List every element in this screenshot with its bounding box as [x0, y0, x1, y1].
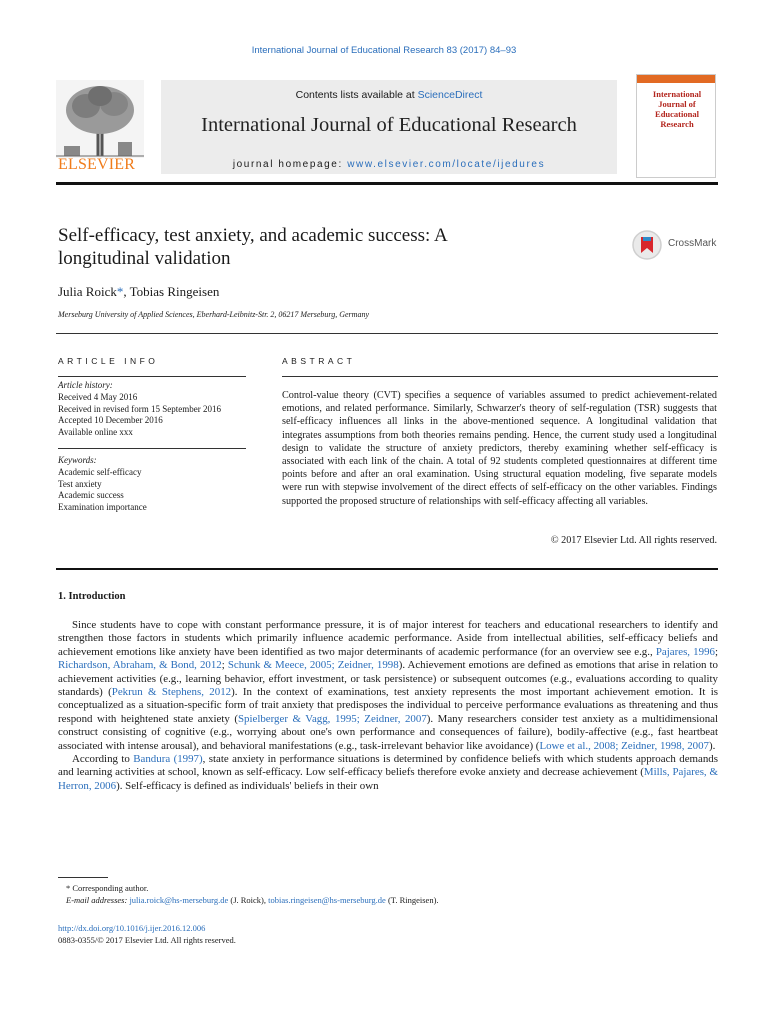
cover-title: International Journal of Educational Research [652, 89, 702, 129]
keyword-item: Test anxiety [58, 478, 102, 489]
keyword-item: Academic success [58, 490, 124, 501]
citation-link[interactable]: Richardson, Abraham, & Bond, 2012 [58, 659, 222, 672]
text-run: , state anxiety in performance situations is determined by confidence beliefs with which students approach demands and learning activities at school, known as self-efficacy. Low self-efficacy beliefs therefore evoke anxiety and decrease achievement ( [58, 753, 718, 779]
doi-block [58, 923, 236, 946]
text-run: ). In the context of examinations, test anxiety represents the most important achievement emotion. It is conceptualized as a situation-specific form of trait anxiety that predisposes the individual to perceive performance evaluations as threatening and thus respond with heightened state anxiety ( [58, 686, 719, 725]
abstract-text: Control-value theory (CVT) specifies a sequence of variables assumed to predict achievement-related emotions, and related performance. Similarly, Schwarzer's theory of self-regulation (TSR) suggests that self-efficacy influences all links in the above-mentioned sequence. A longitudinal validation that integrates assumptions from both theories remains pending. Hence, the current study used a longitudinal design to validate the structure of anxiety predictors, thereby examining whether self-efficacy is associated with each link of the chain. A total of 92 students completed questionnaires at different time points before and after an oral examination. Using structural equation modeling, five separate models were run with stepwise involvement of the direct effects of self-efficacy on the other variables. Findings supported the proposed structure of relationships with self-efficacy affecting all variables. [282, 390, 717, 507]
author-separator: , [123, 284, 130, 299]
text-run: ). Achievement emotions are defined as emotions that arise in relation to achievement activities (e.g., learning behavior, effort investment, or task persistence) or subsequent outcomes (e.g., evaluations according to quality standards) ( [58, 659, 718, 699]
email-owner: (T. Ringeisen). [385, 894, 439, 905]
text-run: ; [221, 659, 228, 672]
citation-link[interactable]: Lowe et al., 2008; Zeidner, 1998, 2007 [539, 739, 709, 752]
cover-band [637, 75, 715, 83]
article-info-heading: ARTICLE INFO [58, 356, 159, 366]
contents-prefix: Contents lists available at [295, 89, 418, 101]
corresponding-author-marker[interactable]: * [116, 284, 124, 299]
history-item: Received in revised form 15 September 2016 [58, 403, 221, 414]
issn-line: 0883-0355/© 2017 Elsevier Ltd. All rights reserved. [58, 934, 236, 945]
footnotes [58, 883, 718, 906]
citation-link[interactable]: Bandura (1997) [133, 753, 203, 766]
author-name: Tobias Ringeisen [129, 284, 220, 299]
homepage-prefix: journal homepage: [232, 159, 348, 170]
paragraph [58, 753, 718, 793]
keyword-item: Academic self-efficacy [58, 466, 142, 477]
crossmark-icon [632, 230, 662, 260]
article-title-line1: Self-efficacy, test anxiety, and academic success: A [58, 225, 448, 246]
text-run: Since students have to cope with constant performance pressure, it is of major interest for teachers and educational researchers to identify and strengthen those factors in students which primarily influence academic performance. Aside from intellectual abilities, self-efficacy beliefs and achievement emotions like anxiety have been identified as two major determinants of academic performance (for an overview see e.g., [58, 619, 718, 658]
history-item: Available online xxx [58, 427, 133, 438]
email-owner: (J. Roick), [228, 894, 269, 905]
divider [56, 333, 718, 334]
author-affiliation: Merseburg University of Applied Sciences, Eberhard-Leibnitz-Str. 2, 06217 Merseburg, Germany [58, 310, 369, 319]
header-rule [56, 182, 718, 185]
history-label: Article history: [58, 380, 113, 390]
masthead [56, 72, 718, 182]
journal-title: International Journal of Educational Research [201, 114, 577, 136]
email-note [58, 895, 718, 907]
citation-link[interactable]: Pajares, 1996 [655, 645, 715, 658]
article-title [58, 224, 578, 270]
email-label: E-mail addresses: [66, 894, 130, 905]
introduction-body [58, 619, 718, 793]
article-history [58, 380, 246, 439]
article-title-line2: longitudinal validation [58, 248, 231, 269]
text-run: ). Self-efficacy is defined as individuals' beliefs in their own [116, 779, 379, 792]
crossmark-badge[interactable] [632, 230, 722, 260]
divider [58, 376, 246, 377]
footnote-rule [58, 877, 108, 878]
doi-link[interactable]: http://dx.doi.org/10.1016/j.ijer.2016.12.006 [58, 923, 206, 933]
keywords-label: Keywords: [58, 455, 97, 465]
author-list [58, 284, 219, 300]
sciencedirect-link[interactable]: ScienceDirect [417, 89, 483, 101]
homepage-link[interactable]: www.elsevier.com/locate/ijedures [347, 159, 546, 170]
history-item: Accepted 10 December 2016 [58, 415, 163, 426]
keyword-item: Examination importance [58, 502, 147, 513]
text-run: ). [708, 739, 716, 752]
email-link[interactable]: tobias.ringeisen@hs-merseburg.de [268, 894, 386, 905]
journal-cover-thumbnail[interactable] [636, 74, 716, 178]
crossmark-label: CrossMark [668, 238, 717, 249]
publisher-name: ELSEVIER [58, 156, 136, 173]
keywords [58, 455, 246, 514]
divider [282, 376, 718, 377]
contents-line [161, 89, 617, 101]
history-item: Received 4 May 2016 [58, 391, 138, 402]
abstract-heading: ABSTRACT [282, 356, 356, 366]
journal-citation[interactable] [0, 45, 768, 56]
paragraph [58, 619, 718, 753]
divider [56, 568, 718, 570]
citation-link[interactable]: Mills, Pajares, & Herron, 2006 [58, 766, 718, 792]
citation-link[interactable]: Pekrun & Stephens, 2012 [111, 686, 232, 699]
section-heading: 1. Introduction [58, 591, 126, 602]
email-link[interactable]: julia.roick@hs-merseburg.de [129, 894, 229, 905]
text-run: ; [714, 645, 718, 658]
text-run: ). Many researchers consider test anxiety as a multidimensional construct consisting of cognitive (e.g., worrying about one's own performance and consequences of failure), bodily-affective (e.g., fast heartbeat associated with intense arousal), and behavioral manifestations (e.g., task-irrelevant behavior like avoidance) ( [58, 712, 719, 752]
homepage-line [161, 159, 617, 170]
author-name: Julia Roick [58, 284, 117, 299]
citation-link[interactable]: Schunk & Meece, 2005; Zeidner, 1998 [227, 659, 399, 672]
corresponding-author-note: * Corresponding author. [66, 883, 149, 893]
text-run: According to [72, 753, 134, 766]
citation-link[interactable]: International Journal of Educational Research 83 (2017) 84–93 [251, 45, 517, 56]
citation-link[interactable]: Spielberger & Vagg, 1995; Zeidner, 2007 [237, 712, 427, 725]
abstract-copyright: © 2017 Elsevier Ltd. All rights reserved. [550, 535, 717, 546]
divider [58, 448, 246, 449]
journal-header-box [161, 80, 617, 174]
